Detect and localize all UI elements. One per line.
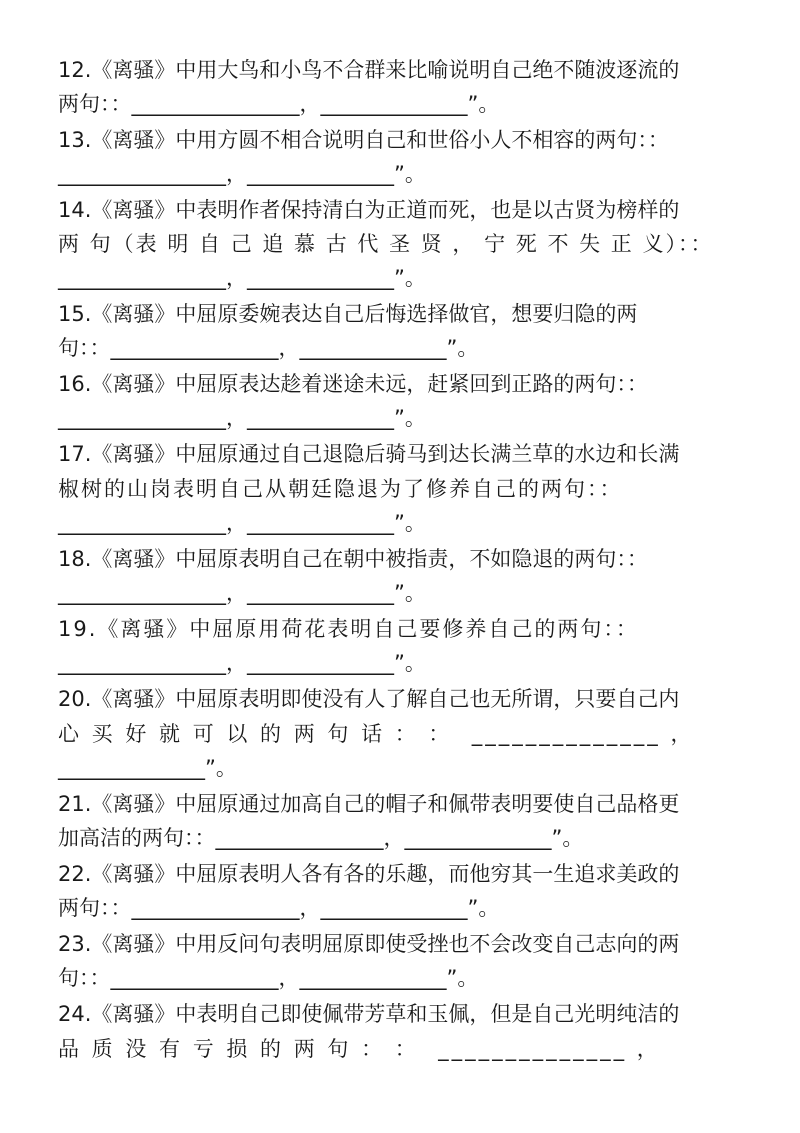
question-13-line-2: ________________，______________”。	[58, 162, 426, 186]
question-24-line-1: 24.《离骚》中表明自己即使佩带芳草和玉佩，但是自己光明纯洁的	[58, 1002, 680, 1026]
question-12-line-2: 两句：：________________，______________”。	[58, 92, 500, 116]
question-23-line-1: 23.《离骚》中用反问句表明屈原即使受挫也不会改变自己志向的两	[58, 932, 680, 956]
question-17-line-1: 17.《离骚》中屈原通过自己退隐后骑马到达长满兰草的水边和长满	[58, 442, 680, 466]
question-17-line-2: 椒树的山岗表明自己从朝廷隐退为了修养自己的两句：：	[58, 477, 623, 501]
question-16-line-1: 16.《离骚》中屈原表达趁着迷途未远，赶紧回到正路的两句：：	[58, 372, 648, 396]
question-15-line-2: 句：：________________，______________”。	[58, 336, 479, 360]
question-18-line-1: 18.《离骚》中屈原表明自己在朝中被指责，不如隐退的两句：：	[58, 547, 648, 571]
question-14-line-2: 两 句（表 明 自 己 追 慕 古 代 圣 贤 ， 宁 死 不 失 正 义）：：	[58, 232, 714, 256]
question-14-line-1: 14.《离骚》中表明作者保持清白为正道而死，也是以古贤为榜样的	[58, 198, 680, 222]
question-20-line-1: 20.《离骚》中屈原表明即使没有人了解自己也无所谓，只要自己内	[58, 687, 680, 711]
question-18-line-2: ________________，______________”。	[58, 581, 426, 605]
question-19-line-1: 19.《离骚》中屈原用荷花表明自己要修养自己的两句：：	[58, 617, 639, 641]
question-12-line-1: 12.《离骚》中用大鸟和小鸟不合群来比喻说明自己绝不随波逐流的	[58, 58, 680, 82]
question-15-line-1: 15.《离骚》中屈原委婉表达自己后悔选择做官，想要归隐的两	[58, 302, 638, 326]
question-21-line-2: 加高洁的两句：：________________，______________”。	[58, 826, 584, 850]
question-22-line-2: 两句：：________________，______________”。	[58, 896, 500, 920]
question-23-line-2: 句：：________________，______________”。	[58, 966, 479, 990]
question-19-line-2: ________________，______________”。	[58, 651, 426, 675]
question-20-line-2: 心 买 好 就 可 以 的 两 句 话 ： ： ______________ ，	[58, 722, 695, 746]
question-22-line-1: 22.《离骚》中屈原表明人各有各的乐趣，而他穷其一生追求美政的	[58, 862, 680, 886]
question-21-line-1: 21.《离骚》中屈原通过加高自己的帽子和佩带表明要使自己品格更	[58, 792, 680, 816]
question-17-line-3: ________________，______________”。	[58, 511, 426, 535]
question-24-line-2: 品 质 没 有 亏 损 的 两 句 ： ： ______________ ，	[58, 1037, 661, 1061]
question-13-line-1: 13.《离骚》中用方圆不相合说明自己和世俗小人不相容的两句：：	[58, 128, 669, 152]
question-16-line-2: ________________，______________”。	[58, 406, 426, 430]
question-14-line-3: ________________，______________”。	[58, 266, 426, 290]
question-20-line-3: ______________”。	[58, 756, 237, 780]
